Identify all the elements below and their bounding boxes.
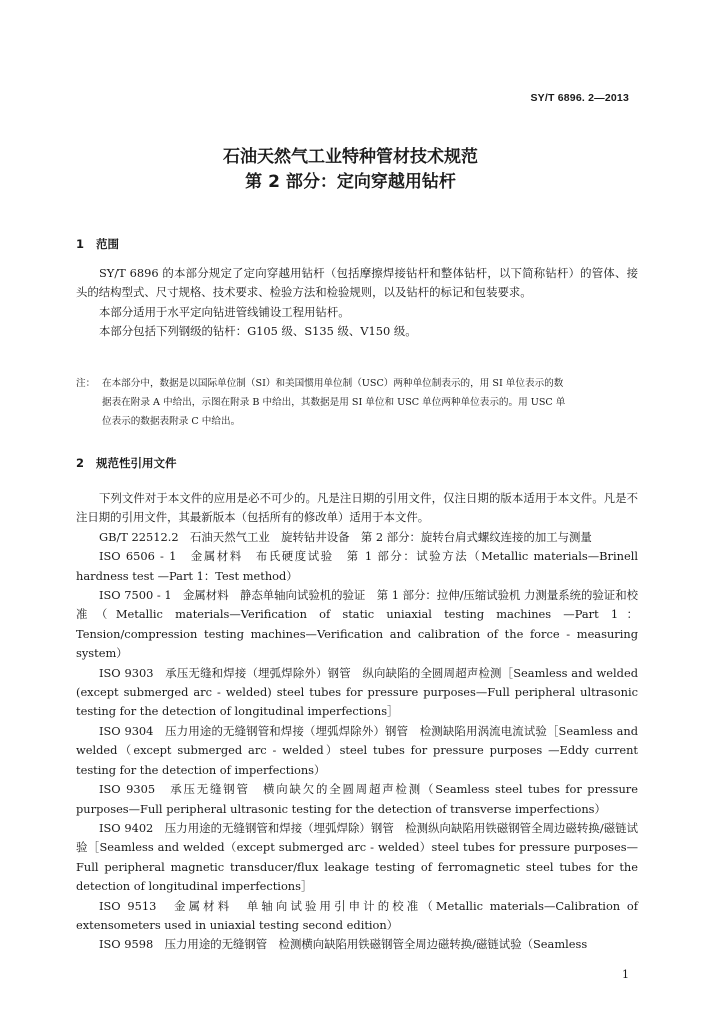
section-1-note xyxy=(76,374,638,431)
section-1-paragraph-2: 本部分适用于水平定向钻进管线铺设工程用钻杆。 xyxy=(99,304,350,319)
reference-item: ISO 6506 - 1 金属材料 布氏硬度试验 第 1 部分：试验方法（Metallic materials—Brinell hardness test —Part 1：Test method） xyxy=(76,549,638,583)
reference-item: ISO 9304 压力用途的无缝钢管和焊接（埋弧焊除外）钢管 检测缺陷用涡流电流试验［Seamless and welded（except submerged arc - welded）steel tubes for pressure purposes —Eddy current testing for the detection of imperfections） xyxy=(76,723,638,777)
section-1-title: 范围 xyxy=(96,237,119,251)
note-line-3: 位表示的数据表附录 C 中给出。 xyxy=(102,416,241,427)
section-2-heading xyxy=(76,455,177,471)
reference-item: ISO 9305 承压无缝钢管 横向缺欠的全圆周超声检测（Seamless steel tubes for pressure purposes—Full peripheral ultrasonic testing for the detection of transverse imperfections） xyxy=(76,782,638,816)
note-line-1 xyxy=(76,374,638,393)
reference-item: ISO 7500 - 1 金属材料 静态单轴向试验机的验证 第 1 部分：拉伸/压缩试验机 力测量系统的验证和校准（Metallic materials—Verification of static uniaxial testing machines —Part 1：Tension/compression testing machines—Verification and calibration of the force - measuring system） xyxy=(76,588,638,661)
title-line-2: 第 2 部分：定向穿越用钻杆 xyxy=(245,172,456,192)
section-1-paragraph-1: SY/T 6896 的本部分规定了定向穿越用钻杆（包括摩擦焊接钻杆和整体钻杆，以下简称钻杆）的管体、接头的结构型式、尺寸规格、技术要求、检验方法和检验规则，以及钻杆的标记和包装要求。 xyxy=(76,266,638,300)
reference-item: ISO 9303 承压无缝和焊接（埋弧焊除外）钢管 纵向缺陷的全圆周超声检测［Seamless and welded (except submerged arc - welded) steel tubes for pressure purposes—Full peripheral ultrasonic testing for the detection of longitudinal imperfections］ xyxy=(76,665,638,719)
title-line-1: 石油天然气工业特种管材技术规范 xyxy=(223,147,478,167)
section-1-paragraph-3: 本部分包括下列钢级的钻杆：G105 级、S135 级、V150 级。 xyxy=(99,324,417,339)
section-2-body xyxy=(76,489,638,955)
section-2-number: 2 xyxy=(76,456,85,470)
section-1-number: 1 xyxy=(76,237,85,251)
reference-item: GB/T 22512.2 石油天然气工业 旋转钻井设备 第 2 部分：旋转台肩式螺纹连接的加工与测量 xyxy=(99,529,592,544)
section-1-heading xyxy=(76,236,119,252)
reference-item: ISO 9513 金属材料 单轴向试验用引申计的校准（Metallic materials—Calibration of extensometers used in uniaxial testing second edition） xyxy=(76,898,638,932)
standard-code: SY/T 6896. 2—2013 xyxy=(530,92,629,104)
section-2-intro: 下列文件对于本文件的应用是必不可少的。凡是注日期的引用文件，仅注日期的版本适用于本文件。凡是不注日期的引用文件，其最新版本（包括所有的修改单）适用于本文件。 xyxy=(76,491,638,525)
note-text-1: 在本部分中，数据是以国际单位制（SI）和美国惯用单位制（USC）两种单位制表示的，用 SI 单位表示的数 xyxy=(102,378,564,389)
section-1-body xyxy=(76,264,638,342)
reference-item: ISO 9402 压力用途的无缝钢管和焊接（埋弧焊除）钢管 检测纵向缺陷用铁磁钢管全周边磁转换/磁链试验［Seamless and welded（except submerged arc - welded）steel tubes for pressure purposes—Full peripheral magnetic transducer/flux leakage testing of ferromagnetic steel tubes for the detection of longitudinal imperfections］ xyxy=(76,820,638,894)
section-2-title: 规范性引用文件 xyxy=(96,456,177,470)
note-line-2: 据表在附录 A 中给出，示图在附录 B 中给出，其数据是用 SI 单位和 USC 单位两种单位表示的。用 USC 单 xyxy=(102,397,566,408)
note-label: 注： xyxy=(76,378,96,389)
reference-item: ISO 9598 压力用途的无缝钢管 检测横向缺陷用铁磁钢管全周边磁转换/磁链试验（Seamless xyxy=(99,937,588,952)
document-title xyxy=(0,145,701,195)
page-number: 1 xyxy=(622,968,629,981)
